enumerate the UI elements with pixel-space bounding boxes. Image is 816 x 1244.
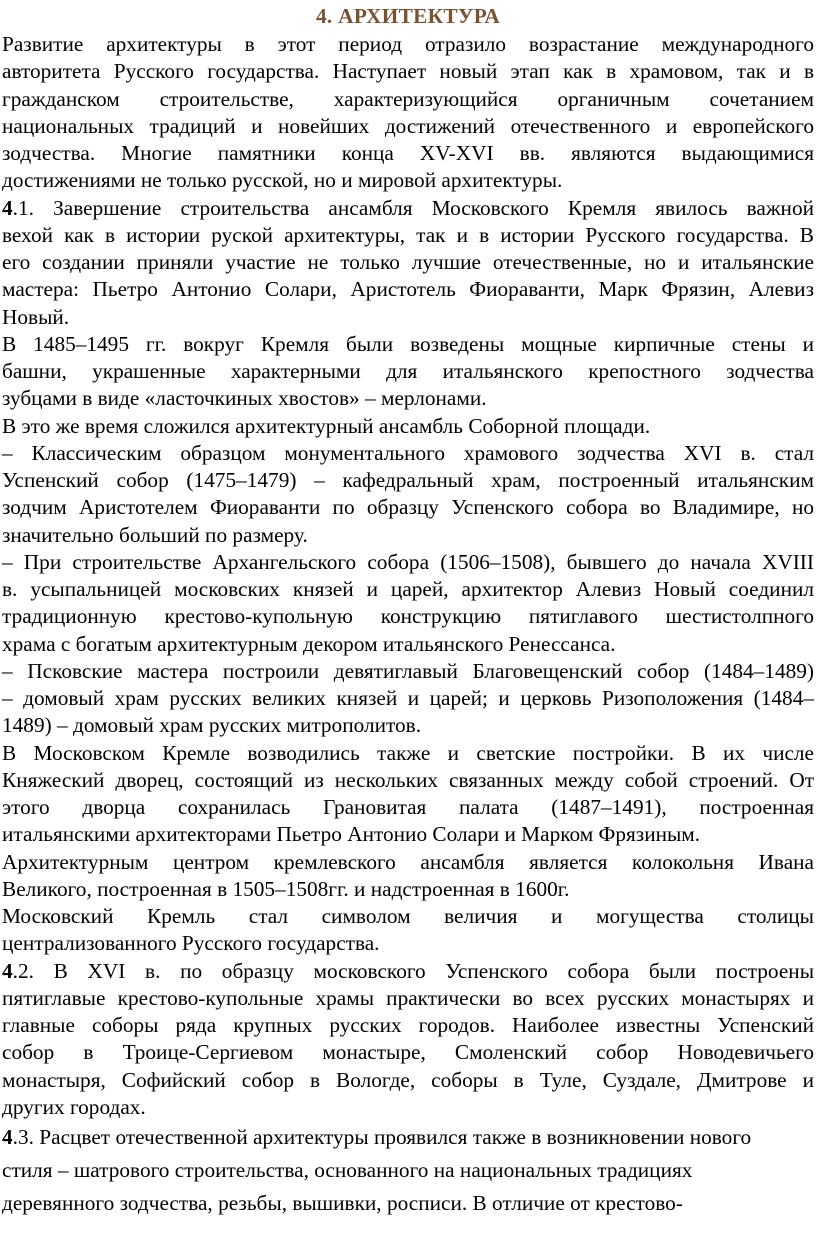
walls-paragraph	[2, 331, 814, 413]
text-line: деревянного зодчества, резьбы, вышивки, росписи. В отличие от крестово-	[2, 1191, 683, 1215]
text-line: – При строительстве Архангельского собора (1506–1508), бывшего до начала XVIII	[2, 549, 814, 574]
section-number: 4	[2, 1125, 13, 1149]
text-line: зодчества. Многие памятники конца XV-XVI вв. являются выдающимися	[2, 141, 814, 165]
text-line: гражданском строительстве, характеризующийся органичным сочетанием	[2, 86, 814, 111]
text-line: В 1485–1495 гг. вокруг Кремля были возведены мощные кирпичные стены и	[2, 331, 814, 356]
square-paragraph	[2, 413, 814, 440]
text-line: традиционную крестово-купольную конструкцию пятиглавого шестистолпного	[2, 604, 814, 629]
text-line: других городах.	[2, 1094, 146, 1119]
text-line: храма с богатым архитектурным декором итальянского Ренессанса.	[2, 631, 616, 656]
text-line: Новый.	[2, 304, 70, 329]
section-heading-line	[2, 1121, 814, 1154]
text-line: итальянскими архитекторами Пьетро Антонио Солари и Марком Фрязиным.	[2, 822, 701, 847]
section-lead-text: .1. Завершение строительства ансамбля Московского Кремля явилось важной	[12, 195, 814, 220]
text-line: В это же время сложился архитектурный ансамбль Соборной площади.	[2, 413, 651, 438]
text-line: – Псковские мастера построили девятиглавый Благовещенский собор (1484–1489)	[2, 658, 814, 683]
text-line: Архитектурным центром кремлевского ансамбля является колокольня Ивана	[2, 849, 814, 874]
text-line: его создании приняли участие не только лучшие отечественные, но и итальянские	[2, 250, 814, 274]
text-line: пятиглавые крестово-купольные храмы практически во всех русских монастырях и	[2, 985, 814, 1010]
text-line: Великого, построенная в 1505–1508гг. и надстроенная в 1600г.	[2, 876, 570, 901]
section-number: 4	[2, 195, 13, 220]
secular-paragraph	[2, 740, 814, 849]
section-4-2	[2, 958, 814, 1122]
section-lead-text: .2. В XVI в. по образцу московского Успенского собора были построены	[12, 958, 814, 983]
section-lead-text: .3. Расцвет отечественной архитектуры проявился также в возникновении нового	[12, 1125, 752, 1149]
text-line: Успенский собор (1475–1479) – кафедральный храм, построенный итальянским	[2, 468, 814, 492]
text-line: башни, украшенные характерными для итальянского крепостного зодчества	[2, 359, 814, 383]
text-line: Княжеский дворец, состоящий из нескольких связанных между собой строений. От	[2, 767, 814, 792]
text-line: мастера: Пьетро Антонио Солари, Аристотель Фиораванти, Марк Фрязин, Алевиз	[2, 277, 814, 302]
intro-paragraph	[2, 31, 814, 195]
text-line: этого дворца сохранилась Грановитая палата (1487–1491), построенная	[2, 795, 814, 819]
text-line: авторитета Русского государства. Наступает новый этап как в храмовом, так и в	[2, 59, 814, 84]
text-line: собор в Троице-Сергиевом монастыре, Смоленский собор Новодевичьего	[2, 1040, 814, 1065]
text-line: национальных традиций и новейших достижений отечественного и европейского	[2, 113, 814, 138]
text-line: – домовый храм русских великих князей и царей; и церковь Ризоположения (1484–	[2, 686, 814, 710]
text-line: вехой как в истории руской архитектуры, так и в истории Русского государства. В	[2, 222, 814, 247]
text-line: достижениями не только русской, но и мировой архитектуры.	[2, 168, 563, 193]
section-heading-line	[2, 195, 814, 222]
uspensky-paragraph	[2, 440, 814, 549]
text-line: монастыря, Софийский собор в Вологде, соборы в Туле, Суздале, Дмитрове и	[2, 1067, 814, 1092]
symbol-paragraph	[2, 903, 814, 958]
section-4-3	[2, 1121, 814, 1220]
text-line: 1489) – домовый храм русских митрополитов.	[2, 713, 422, 738]
text-line: в. усыпальницей московских князей и царей, архитектор Алевиз Новый соединил	[2, 577, 814, 601]
bell-tower-paragraph	[2, 849, 814, 904]
text-line: централизованного Русского государства.	[2, 931, 380, 956]
text-line: Московский Кремль стал символом величия и могущества столицы	[2, 904, 814, 928]
text-line: зодчим Аристотелем Фиораванти по образцу Успенского собора во Владимире, но	[2, 495, 814, 520]
text-line: В Московском Кремле возводились также и светские постройки. В их числе	[2, 740, 814, 765]
text-line: стиля – шатрового строительства, основанного на национальных традициях	[2, 1158, 693, 1182]
section-4-1	[2, 195, 814, 331]
blagoveshchensky-paragraph	[2, 658, 814, 740]
page-title: 4. АРХИТЕКТУРА	[315, 4, 501, 28]
text-line: зубцами в виде «ласточкиных хвостов» – мерлонами.	[2, 386, 487, 411]
text-line: главные соборы ряда крупных русских городов. Наиболее известны Успенский	[2, 1013, 814, 1037]
text-line: – Классическим образцом монументального храмового зодчества XVI в. стал	[2, 440, 814, 465]
arkhangelsky-paragraph	[2, 549, 814, 658]
section-number: 4	[2, 958, 13, 983]
section-heading-line	[2, 958, 814, 985]
text-line: значительно больший по размеру.	[2, 522, 308, 547]
text-line: Развитие архитектуры в этот период отразило возрастание международного	[2, 32, 814, 56]
